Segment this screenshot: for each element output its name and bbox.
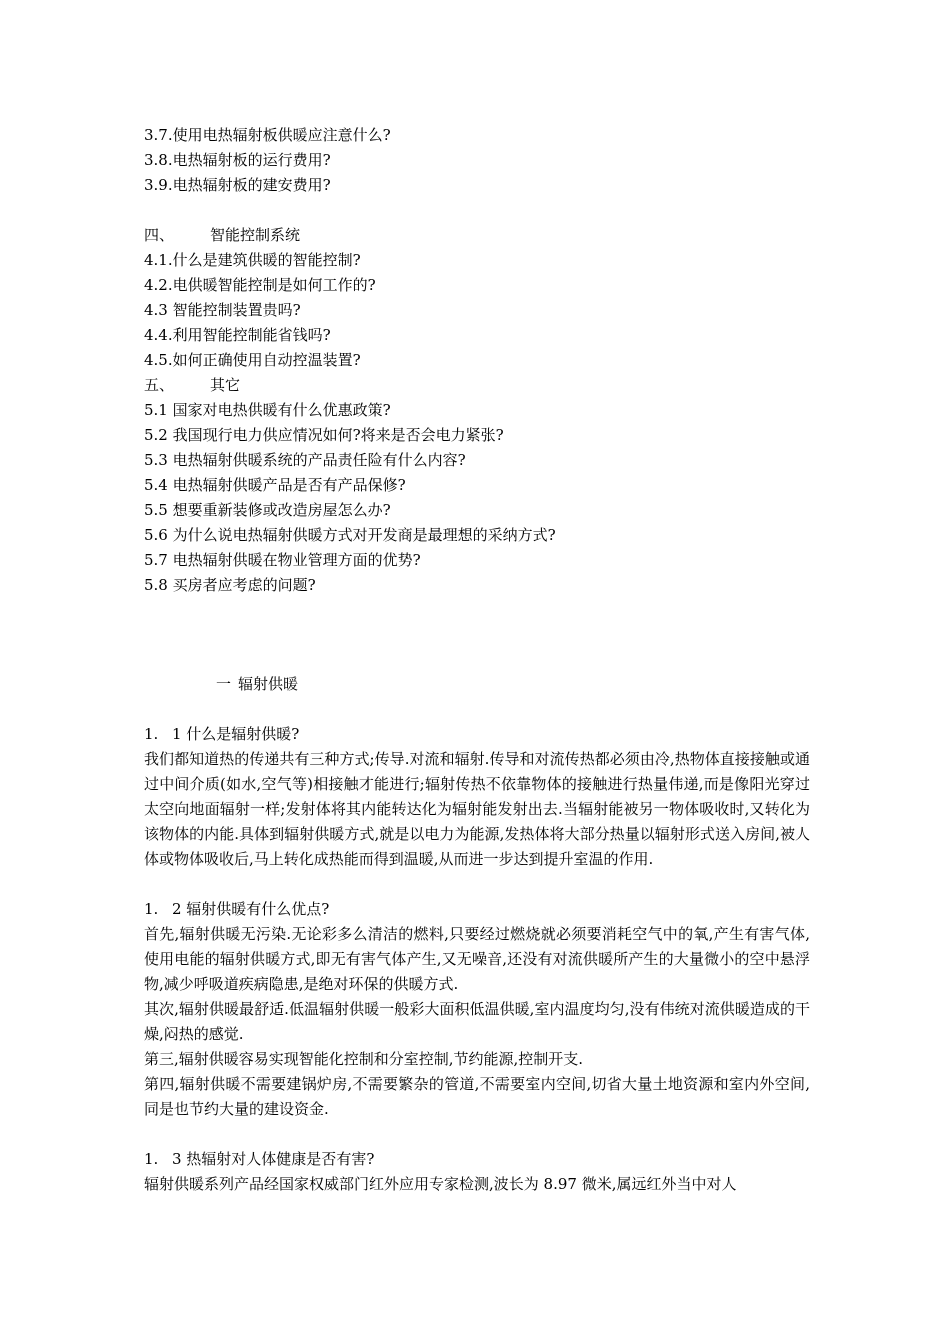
answer-paragraph: 其次,辐射供暖最舒适.低温辐射供暖一般彩大面积低温供暖,室内温度均匀,没有伟统对流供暖造成的干燥,闷热的感觉. — [144, 1000, 810, 1043]
section-heading — [144, 373, 810, 398]
toc-item: 4.3 智能控制装置贵吗? — [144, 301, 301, 319]
toc-item: 3.8.电热辐射板的运行费用? — [144, 151, 331, 169]
answer-paragraph: 第四,辐射供暖不需要建锅炉房,不需要繁杂的管道,不需要室内空间,切省大量土地资源和室内外空间,同是也节约大量的建设资金. — [144, 1075, 810, 1118]
toc-item: 5.5 想要重新装修或改造房屋怎么办? — [144, 501, 391, 519]
answer-paragraph: 辐射供暖系列产品经国家权威部门红外应用专家检测,波长为 8.97 微米,属远红外当中对人 — [144, 1175, 737, 1193]
toc-item: 4.5.如何正确使用自动控温装置? — [144, 351, 361, 369]
chapter-heading — [144, 672, 810, 697]
question-number: 1. — [144, 1150, 159, 1168]
toc-item: 3.9.电热辐射板的建安费用? — [144, 176, 331, 194]
toc-item: 4.1.什么是建筑供暖的智能控制? — [144, 251, 361, 269]
toc-item: 5.4 电热辐射供暖产品是否有产品保修? — [144, 476, 406, 494]
answer-paragraph: 首先,辐射供暖无污染.无论彩多么清洁的燃料,只要经过燃烧就必须要消耗空气中的氧,产生有害气体,使用电能的辐射供暖方式,即无有害气体产生,又无噪音,还没有对流供暖所产生的大量微小的空中悬浮物,减少呼吸道疾病隐患,是绝对环保的供暖方式. — [144, 925, 810, 993]
section-number: 五、 — [144, 376, 175, 394]
question-heading — [144, 1147, 810, 1172]
section-title: 其它 — [210, 376, 241, 394]
toc-item: 3.7.使用电热辐射板供暖应注意什么? — [144, 126, 391, 144]
toc-item: 5.8 买房者应考虑的问题? — [144, 576, 316, 594]
toc-block — [144, 123, 810, 598]
answer-paragraph: 第三,辐射供暖容易实现智能化控制和分室控制,节约能源,控制开支. — [144, 1050, 584, 1068]
chapter-title: 辐射供暖 — [238, 675, 299, 693]
toc-item: 5.1 国家对电热供暖有什么优惠政策? — [144, 401, 391, 419]
toc-item: 4.4.利用智能控制能省钱吗? — [144, 326, 331, 344]
question-heading — [144, 722, 810, 747]
toc-item: 5.6 为什么说电热辐射供暖方式对开发商是最理想的采纳方式? — [144, 526, 556, 544]
question-title: 3 热辐射对人体健康是否有害? — [172, 1150, 375, 1168]
question-title: 1 什么是辐射供暖? — [172, 725, 300, 743]
toc-item: 5.2 我国现行电力供应情况如何?将来是否会电力紧张? — [144, 426, 504, 444]
question-title: 2 辐射供暖有什么优点? — [172, 900, 330, 918]
question-number: 1. — [144, 725, 159, 743]
toc-item: 4.2.电供暖智能控制是如何工作的? — [144, 276, 376, 294]
toc-item: 5.3 电热辐射供暖系统的产品责任险有什么内容? — [144, 451, 466, 469]
chapter-1 — [144, 672, 810, 1197]
answer-paragraph: 我们都知道热的传递共有三种方式;传导.对流和辐射.传导和对流传热都必须由冷,热物体直接接触或通过中间介质(如水,空气等)相接触才能进行;辐射传热不依靠物体的接触进行热量伟递,而是像阳光穿过太空向地面辐射一样;发射体将其内能转达化为辐射能发射出去.当辐射能被另一物体吸收时,又转化为该物体的内能.具体到辐射供暖方式,就是以电力为能源,发热体将大部分热量以辐射形式送入房间,被人体或物体吸收后,马上转化成热能而得到温暖,从而进一步达到提升室温的作用. — [144, 750, 810, 868]
question-heading — [144, 897, 810, 922]
section-heading — [144, 223, 810, 248]
section-title: 智能控制系统 — [210, 226, 301, 244]
section-number: 四、 — [144, 226, 175, 244]
question-number: 1. — [144, 900, 159, 918]
chapter-number: 一 — [216, 675, 232, 693]
toc-item: 5.7 电热辐射供暖在物业管理方面的优势? — [144, 551, 421, 569]
